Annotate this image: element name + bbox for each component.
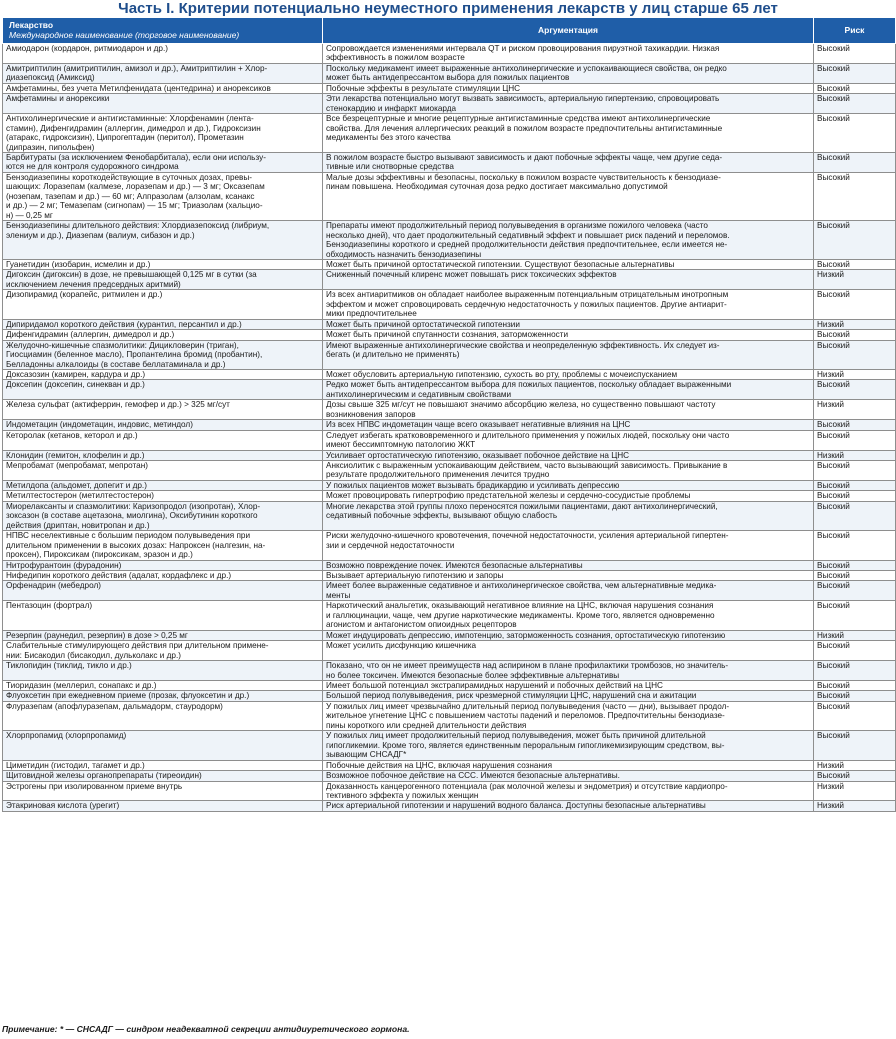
drug-cell: Циметидин (гистодил, тагамет и др.) [3,760,323,770]
table-row [3,560,896,570]
argument-cell: Большой период полувыведения, риск чрезмерной стимуляции ЦНС, нарушений сна и ажитации [323,691,814,701]
argument-cell: Поскольку медикамент имеет выраженные антихолинергические и успокаивающиеся свойства, он редко может быть антидепрессантом выбора для пожилых пациентов [323,63,814,83]
argument-cell: У пожилых лиц имеет продолжительный период полувыведения, может быть причиной длительной гипогликемии. Кроме того, является единственным пероральным гипогликемизирующим средством, вы- зывающим СНСАДГ* [323,731,814,760]
argument-cell: Сопровождается изменениями интервала QT и риском провоцирования пируэтной тахикардии. Низкая эффективность в пожилом возрасте [323,44,814,64]
argument-cell: Побочные эффекты в результате стимуляции ЦНС [323,83,814,93]
risk-cell: Высокий [814,420,896,430]
risk-cell: Низкий [814,400,896,420]
risk-cell: Высокий [814,681,896,691]
table-row [3,44,896,64]
argument-cell: Наркотический анальгетик, оказывающий негативное влияние на ЦНС, включая нарушения сознания и галлюцинации, чаще, чем другие наркотические медикаменты. Кроме того, является одновременно агонистом и антагонистом опиоидных рецепторов [323,601,814,630]
argument-cell: В пожилом возрасте быстро вызывают зависимость и дают побочные эффекты чаще, чем другие седа- тивные или снотворные средства [323,152,814,172]
table-row [3,641,896,661]
table-row [3,270,896,290]
drug-cell: Слабительные стимулирующего действия при длительном примене- нии: Бисакодил (бисакодил, дульколакс и др.) [3,641,323,661]
risk-cell: Высокий [814,290,896,319]
argument-cell: Все безрецептурные и многие рецептурные антигистаминные средства имеют антихолинергические свойства. Для лечения аллергических реакций в пожилом возрасте предпочтительны антигистаминные медикаменты без этого качества [323,114,814,153]
risk-cell: Высокий [814,560,896,570]
drug-cell: Резерпин (раунедил, резерпин) в дозе > 0,25 мг [3,630,323,640]
table-row [3,63,896,83]
page-title: Часть I. Критерии потенциально неуместного применения лекарств у лиц старше 65 лет [118,0,778,17]
argument-cell: Многие лекарства этой группы плохо переносятся пожилыми пациентами, дают антихолинергический, седативный побочные эффекты, вызывают общую слабость [323,501,814,530]
risk-cell: Высокий [814,83,896,93]
table-row [3,340,896,369]
risk-cell: Высокий [814,491,896,501]
drug-cell: Барбитураты (за исключением Фенобарбитала), если они использу- ются не для контроля судорожного синдрома [3,152,323,172]
table-row [3,319,896,329]
table-row [3,581,896,601]
risk-cell: Высокий [814,641,896,661]
table-row [3,731,896,760]
argument-cell: Побочные действия на ЦНС, включая нарушения сознания [323,760,814,770]
risk-cell: Высокий [814,63,896,83]
table-row [3,661,896,681]
argument-cell: У пожилых пациентов может вызывать брадикардию и усиливать депрессию [323,480,814,490]
footnote: Примечание: * — СНСАДГ — синдром неадекватной секреции антидиуретического гормона. [2,1024,410,1034]
table-row [3,114,896,153]
drug-cell: Орфенадрин (мебедрол) [3,581,323,601]
drug-cell: Желудочно-кишечные спазмолитики: Дицикловерин (триган), Гиосциамин (беленное масло), Пропантелина бромид (пробантин), Белладонны алкалоиды (в составе беллатаминала и др.) [3,340,323,369]
risk-cell: Низкий [814,630,896,640]
drug-cell: Амитриптилин (амитриптилин, амизол и др.), Амитриптилин + Хлор- диазепоксид (Амиксид) [3,63,323,83]
argument-cell: Имеют выраженные антихолинергические свойства и неопределенную эффективность. Их следует из- бегать (и длительно не применять) [323,340,814,369]
drug-cell: Миорелаксанты и спазмолитики: Каризопродол (изопротан), Хлор- зоксазон (в составе ацетазона, миолгина), Оксибутинин короткого действия (дриптан, новитропан и др.) [3,501,323,530]
drug-cell: Хлорпропамид (хлорпропамид) [3,731,323,760]
risk-cell: Высокий [814,661,896,681]
argument-cell: Препараты имеют продолжительный период полувыведения в организме пожилого человека (часто несколько дней), что дает продолжительный седативный эффект и повышает риск падений и переломов. Бензодиазепины короткого и средней продолжительности действия предпочтительнее, если имеется не- обходимость назначить бензодиазепины [323,221,814,260]
risk-cell: Высокий [814,501,896,530]
table-row [3,501,896,530]
table-row [3,480,896,490]
argument-cell: Доказанность канцерогенного потенциала (рак молочной железы и эндометрия) и отсутствие кардиопро- тективного эффекта у пожилых женщин [323,781,814,801]
table-row [3,571,896,581]
drug-cell: Доксепин (доксепин, синекван и др.) [3,380,323,400]
argument-cell: Усиливает ортостатическую гипотензию, оказывает побочное действие на ЦНС [323,450,814,460]
argument-cell: Малые дозы эффективны и безопасны, поскольку в пожилом возрасте чувствительность к бензодиазе- пинам повышена. Необходимая суточная доза редко достигает максимально допустимой [323,172,814,220]
risk-cell: Низкий [814,270,896,290]
drug-cell: Дигоксин (дигоксин) в дозе, не превышающей 0,125 мг в сутки (за исключением лечения предсердных аритмий) [3,270,323,290]
argument-cell: Возможное побочное действие на ССС. Имеются безопасные альтернативы. [323,771,814,781]
risk-cell: Высокий [814,172,896,220]
table-row [3,94,896,114]
risk-cell: Высокий [814,380,896,400]
drug-cell: Железа сульфат (актиферрин, гемофер и др.) > 325 мг/сут [3,400,323,420]
drug-cell: НПВС неселективные с большим периодом полувыведения при длительном применении в высоких дозах: Напроксен (налгезин, на- проксен), Пироксикам (пироксикам, эразон и др.) [3,531,323,560]
argument-cell: Имеет более выраженные седативное и антихолинергическое свойства, чем альтернативные медика- менты [323,581,814,601]
table-row [3,152,896,172]
risk-cell: Высокий [814,531,896,560]
argument-cell: У пожилых лиц имеет чрезвычайно длительный период полувыведения (часто — дни), вызывает продол- жительное угнетение ЦНС с повышением частоты падений и переломов. Предпочтительны бензодиазе- пины короткого или средней длительности действия [323,701,814,730]
table-row [3,380,896,400]
drug-cell: Дипиридамол короткого действия (курантил, персантил и др.) [3,319,323,329]
risk-cell: Высокий [814,221,896,260]
criteria-table [2,17,896,812]
drug-cell: Доксазозин (камирен, кардура и др.) [3,369,323,379]
drug-cell: Нитрофурантоин (фурадонин) [3,560,323,570]
table-row [3,259,896,269]
drug-cell: Тиклопидин (тиклид, тикло и др.) [3,661,323,681]
table-row [3,430,896,450]
risk-cell: Высокий [814,340,896,369]
drug-cell: Мепробамат (мепробамат, мепротан) [3,461,323,481]
table-row [3,630,896,640]
risk-cell: Высокий [814,731,896,760]
table-row [3,420,896,430]
argument-cell: Может быть причиной спутанности сознания, заторможенности [323,330,814,340]
table-row [3,771,896,781]
drug-cell: Эстрогены при изолированном приеме внутрь [3,781,323,801]
column-header-drug-title: Лекарство [9,20,54,30]
drug-cell: Метилдопа (альдомет, допегит и др.) [3,480,323,490]
risk-cell: Высокий [814,259,896,269]
argument-cell: Может усилить дисфункцию кишечника [323,641,814,661]
drug-cell: Пентазоцин (фортрал) [3,601,323,630]
risk-cell: Высокий [814,330,896,340]
drug-cell: Антихолинергические и антигистаминные: Хлорфенамин (лента- стамин), Дифенгидрамин (аллергин, димедрол и др.), Гидроксизин (атаракс, гидроксизин), Ципрогептадин (перитол), Прометазин (дипразин, пипольфен) [3,114,323,153]
argument-cell: Может быть причиной ортостатической гипотензии [323,319,814,329]
drug-cell: Метилтестостерон (метилтестостерон) [3,491,323,501]
argument-cell: Из всех НПВС индометацин чаще всего оказывает негативные влияния на ЦНС [323,420,814,430]
argument-cell: Риск артериальной гипотензии и нарушений водного баланса. Доступны безопасные альтернативы [323,801,814,811]
risk-cell: Высокий [814,152,896,172]
risk-cell: Высокий [814,771,896,781]
column-header-argument: Аргументация [323,18,814,44]
table-row [3,601,896,630]
drug-cell: Кеторолак (кетанов, кеторол и др.) [3,430,323,450]
argument-cell: Имеет большой потенциал экстрапирамидных нарушений и побочных действий на ЦНС [323,681,814,691]
drug-cell: Амфетамины, без учета Метилфенидата (центедрина) и анорексиков [3,83,323,93]
argument-cell: Показано, что он не имеет преимуществ над аспирином в плане профилактики тромбозов, но значитель- но более токсичен. Имеются безопасные более эффективные альтернативы [323,661,814,681]
argument-cell: Может обусловить артериальную гипотензию, сухость во рту, проблемы с мочеиспусканием [323,369,814,379]
table-row [3,691,896,701]
risk-cell: Высокий [814,114,896,153]
table-row [3,781,896,801]
argument-cell: Риски желудочно-кишечного кровотечения, почечной недостаточности, усиления артериальной гипертен- зии и сердечной недостаточности [323,531,814,560]
column-header-drug [3,18,323,44]
drug-cell: Тиоридазин (меллерил, сонапакс и др.) [3,681,323,691]
drug-cell: Дизопирамид (корапейс, ритмилен и др.) [3,290,323,319]
drug-cell: Дифенгидрамин (аллергин, димедрол и др.) [3,330,323,340]
argument-cell: Вызывает артериальную гипотензию и запоры [323,571,814,581]
drug-cell: Клонидин (гемитон, клофелин и др.) [3,450,323,460]
drug-cell: Бензодиазепины длительного действия: Хлордиазепоксид (либриум, элениум и др.), Диазепам (валиум, сибазон и др.) [3,221,323,260]
table-row [3,681,896,691]
table-row [3,450,896,460]
column-header-drug-subtitle: Международное наименование (торговое наименование) [9,29,240,40]
table-row [3,330,896,340]
table-row [3,369,896,379]
argument-cell: Дозы свыше 325 мг/сут не повышают значимо абсорбцию железа, но существенно повышают частоту возникновения запоров [323,400,814,420]
risk-cell: Низкий [814,450,896,460]
drug-cell: Флуразепам (апофлуразепам, дальмадорм, стауродорм) [3,701,323,730]
risk-cell: Высокий [814,601,896,630]
drug-cell: Амиодарон (кордарон, ритмиодарон и др.) [3,44,323,64]
risk-cell: Высокий [814,701,896,730]
risk-cell: Высокий [814,94,896,114]
risk-cell: Высокий [814,691,896,701]
table-row [3,701,896,730]
risk-cell: Высокий [814,461,896,481]
risk-cell: Высокий [814,581,896,601]
argument-cell: Может провоцировать гипертрофию предстательной железы и сердечно-сосудистые проблемы [323,491,814,501]
table-row [3,760,896,770]
risk-cell: Высокий [814,480,896,490]
drug-cell: Индометацин (индометацин, индовис, метиндол) [3,420,323,430]
argument-cell: Сниженный почечный клиренс может повышать риск токсических эффектов [323,270,814,290]
table-row [3,83,896,93]
drug-cell: Гуанетидин (изобарин, исмелин и др.) [3,259,323,269]
risk-cell: Низкий [814,369,896,379]
table-header-row [3,18,896,44]
argument-cell: Возможно повреждение почек. Имеются безопасные альтернативы [323,560,814,570]
column-header-risk: Риск [814,18,896,44]
table-row [3,461,896,481]
risk-cell: Высокий [814,571,896,581]
table-row [3,221,896,260]
drug-cell: Амфетамины и анорексики [3,94,323,114]
table-row [3,531,896,560]
argument-cell: Эти лекарства потенциально могут вызвать зависимость, артериальную гипертензию, спровоцировать стенокардию и инфаркт миокарда [323,94,814,114]
risk-cell: Низкий [814,319,896,329]
drug-cell: Флуоксетин при ежедневном приеме (прозак, флуоксетин и др.) [3,691,323,701]
table-row [3,400,896,420]
table-row [3,491,896,501]
drug-cell: Нифедипин короткого действия (адалат, кордафлекс и др.) [3,571,323,581]
risk-cell: Низкий [814,760,896,770]
drug-cell: Щитовидной железы органопрепараты (тиреоидин) [3,771,323,781]
argument-cell: Из всех антиаритмиков он обладает наиболее выраженным потенциальным отрицательным инотропным эффектом и может спровоцировать сердечную недостаточность у пожилых пациентов. Другие антиарит- мики предпочтительнее [323,290,814,319]
argument-cell: Анксиолитик с выраженным успокаивающим действием, часто вызывающий зависимость. Привыкание в результате продолжительного применения лечится трудно [323,461,814,481]
drug-cell: Бензодиазепины короткодействующие в суточных дозах, превы- шающих: Лоразепам (калмезе, лоразепам и др.) — 3 мг; Оксазепам (нозепам, тазепам и др.) — 60 мг; Алпразолам (алзолам, ксанакс и др.) — 2 мг; Темазепам (сигнопам) — 15 мг; Триазолам (хальцио- н) — 0,25 мг [3,172,323,220]
risk-cell: Низкий [814,781,896,801]
argument-cell: Может индуцировать депрессию, импотенцию, заторможенность сознания, ортостатическую гипотензию [323,630,814,640]
table-row [3,290,896,319]
argument-cell: Может быть причиной ортостатической гипотензии. Существуют безопасные альтернативы [323,259,814,269]
argument-cell: Следует избегать краткововременного и длительного применения у пожилых людей, поскольку они часто имеют бессимптомную патологию ЖКТ [323,430,814,450]
drug-cell: Этакриновая кислота (урегит) [3,801,323,811]
risk-cell: Высокий [814,44,896,64]
table-row [3,801,896,811]
risk-cell: Высокий [814,430,896,450]
table-row [3,172,896,220]
argument-cell: Редко может быть антидепрессантом выбора для пожилых пациентов, поскольку обладает выраженными антихолинергическим и седативным свойствами [323,380,814,400]
risk-cell: Низкий [814,801,896,811]
